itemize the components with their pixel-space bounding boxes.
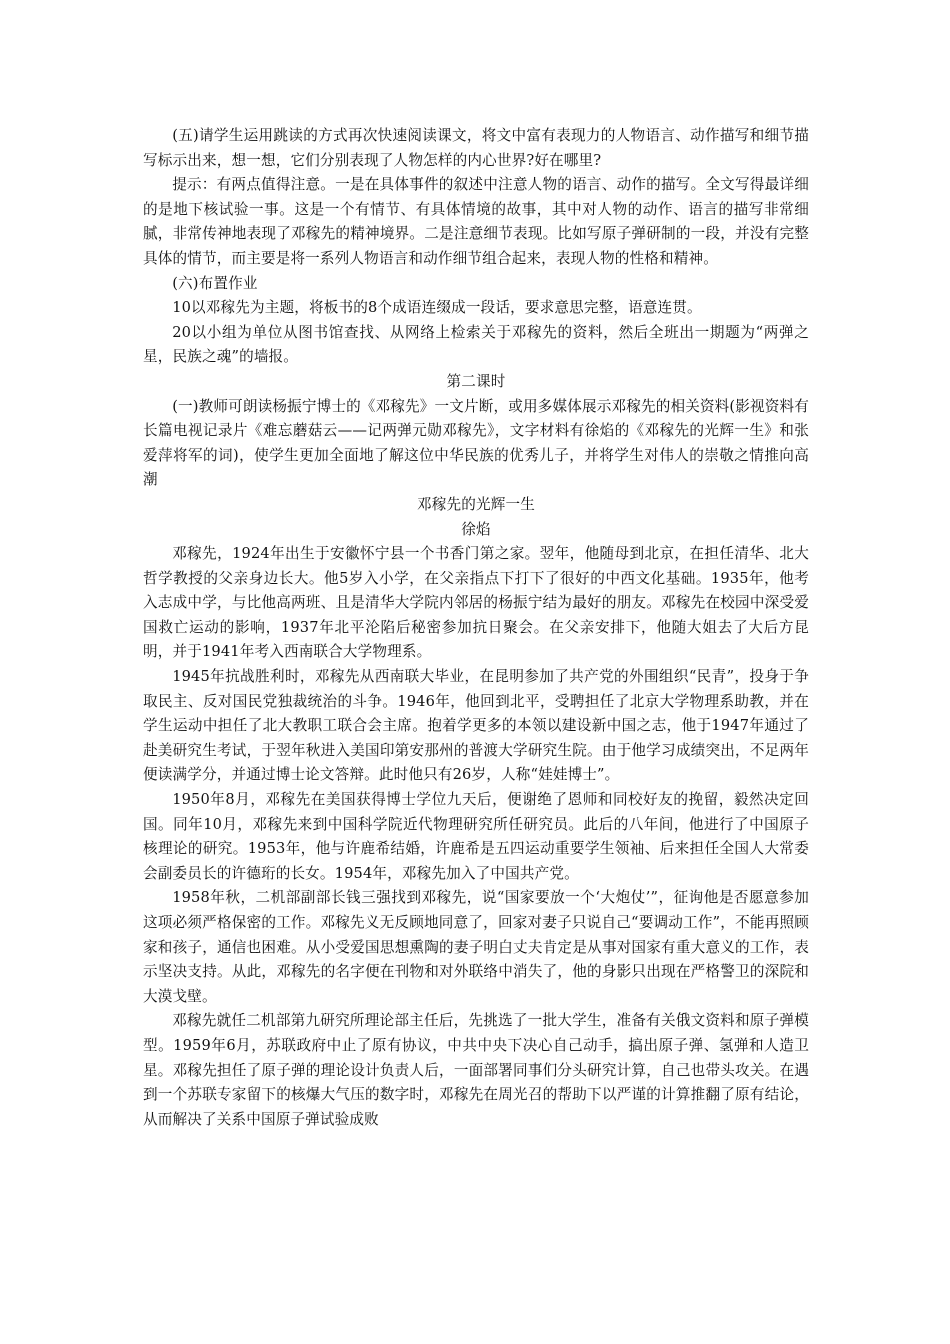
paragraph-homework-two: 20以小组为单位从图书馆查找、从网络上检索关于邓稼先的资料，然后全班出一期题为“两弹之星，民族之魂”的墙报。 — [143, 323, 809, 366]
article-paragraph-early-life: 邓稼先，1924年出生于安徽怀宁县一个书香门第之家。翌年，他随母到北京，在担任清华、北大哲学教授的父亲身边长大。他5岁入小学，在父亲指点下打下了很好的中西文化基础。1935年，他考入志成中学，与比他高两班、且是清华大学院内邻居的杨振宁结为最好的朋友。邓稼先在校园中深受爱国救亡运动的影响，1937年北平沦陷后秘密参加抗日聚会。在父亲安排下，他随大姐去了大后方昆明，并于1941年考入西南联合大学物理系。 — [143, 545, 809, 661]
paragraph-lesson-intro: (一)教师可朗读杨振宁博士的《邓稼先》一文片断，或用多媒体展示邓稼先的相关资料(影视资料有长篇电视记录片《难忘蘑菇云——记两弹元勋邓稼先》，文字材料有徐焰的《邓稼先的光辉一生》和张爱萍将军的词)，使学生更加全面地了解这位中华民族的优秀儿子，并将学生对伟人的崇敬之情推向高潮 — [143, 397, 809, 489]
paragraph-task-five: (五)请学生运用跳读的方式再次快速阅读课文，将文中富有表现力的人物语言、动作描写和细节描写标示出来，想一想，它们分别表现了人物怎样的内心世界?好在哪里? — [143, 127, 809, 169]
paragraph-homework-heading: (六)布置作业 — [172, 274, 258, 292]
article-paragraph-1950: 1950年8月，邓稼先在美国获得博士学位九天后，便谢绝了恩师和同校好友的挽留，毅然决定回国。同年10月，邓稼先来到中国科学院近代物理研究所任研究员。此后的八年间，他进行了中国原子核理论的研究。1953年，他与许鹿希结婚，许鹿希是五四运动重要学生领袖、后来担任全国人大常委会副委员长的许德珩的长女。1954年，邓稼先加入了中国共产党。 — [143, 791, 809, 882]
article-paragraph-1958: 1958年秋，二机部副部长钱三强找到邓稼先，说“国家要放一个‘大炮仗’”，征询他是否愿意参加这项必须严格保密的工作。邓稼先义无反顾地同意了，回家对妻子只说自己“要调动工作”，不能再照顾家和孩子，通信也困难。从小受爱国思想熏陶的妻子明白丈夫肯定是从事对国家有重大意义的工作，表示坚决支持。从此，邓稼先的名字便在刊物和对外联络中消失了，他的身影只出现在严格警卫的深院和大漠戈壁。 — [143, 889, 809, 1005]
article-paragraph-1945: 1945年抗战胜利时，邓稼先从西南联大毕业，在昆明参加了共产党的外围组织“民青”，投身于争取民主、反对国民党独裁统治的斗争。1946年，他回到北平，受聘担任了北京大学物理系助教，并在学生运动中担任了北大教职工联合会主席。抱着学更多的本领以建设新中国之志，他于1947年通过了赴美研究生考试，于翌年秋进入美国印第安那州的普渡大学研究生院。由于他学习成绩突出，不足两年便读满学分，并通过博士论文答辩。此时他只有26岁，人称“娃娃博士”。 — [143, 668, 809, 784]
section-heading-second-lesson: 第二课时 — [446, 372, 506, 390]
paragraph-homework-one: 10以邓稼先为主题，将板书的8个成语连缀成一段话，要求意思完整，语意连贯。 — [172, 299, 702, 317]
article-author: 徐焰 — [461, 520, 491, 538]
paragraph-hint: 提示：有两点值得注意。一是在具体事件的叙述中注意人物的语言、动作的描写。全文写得最详细的是地下核试验一事。这是一个有情节、有具体情境的故事，其中对人物的动作、语言的描写非常细腻，非常传神地表现了邓稼先的精神境界。二是注意细节表现。比如写原子弹研制的一段，并没有完整具体的情节，而主要是将一系列人物语言和动作细节组合起来，表现人物的性格和精神。 — [143, 176, 809, 267]
article-title: 邓稼先的光辉一生 — [417, 495, 535, 513]
article-paragraph-ninth-institute: 邓稼先就任二机部第九研究所理论部主任后，先挑选了一批大学生，准备有关俄文资料和原子弹模型。1959年6月，苏联政府中止了原有协议，中共中央下决心自己动手，搞出原子弹、氢弹和人造卫星。邓稼先担任了原子弹的理论设计负责人后，一面部署同事们分头研究计算，自己也带头攻关。在遇到一个苏联专家留下的核爆大气压的数字时，邓稼先在周光召的帮助下以严谨的计算推翻了原有结论，从而解决了关系中国原子弹试验成败 — [143, 1012, 809, 1128]
document-page — [143, 124, 809, 1132]
